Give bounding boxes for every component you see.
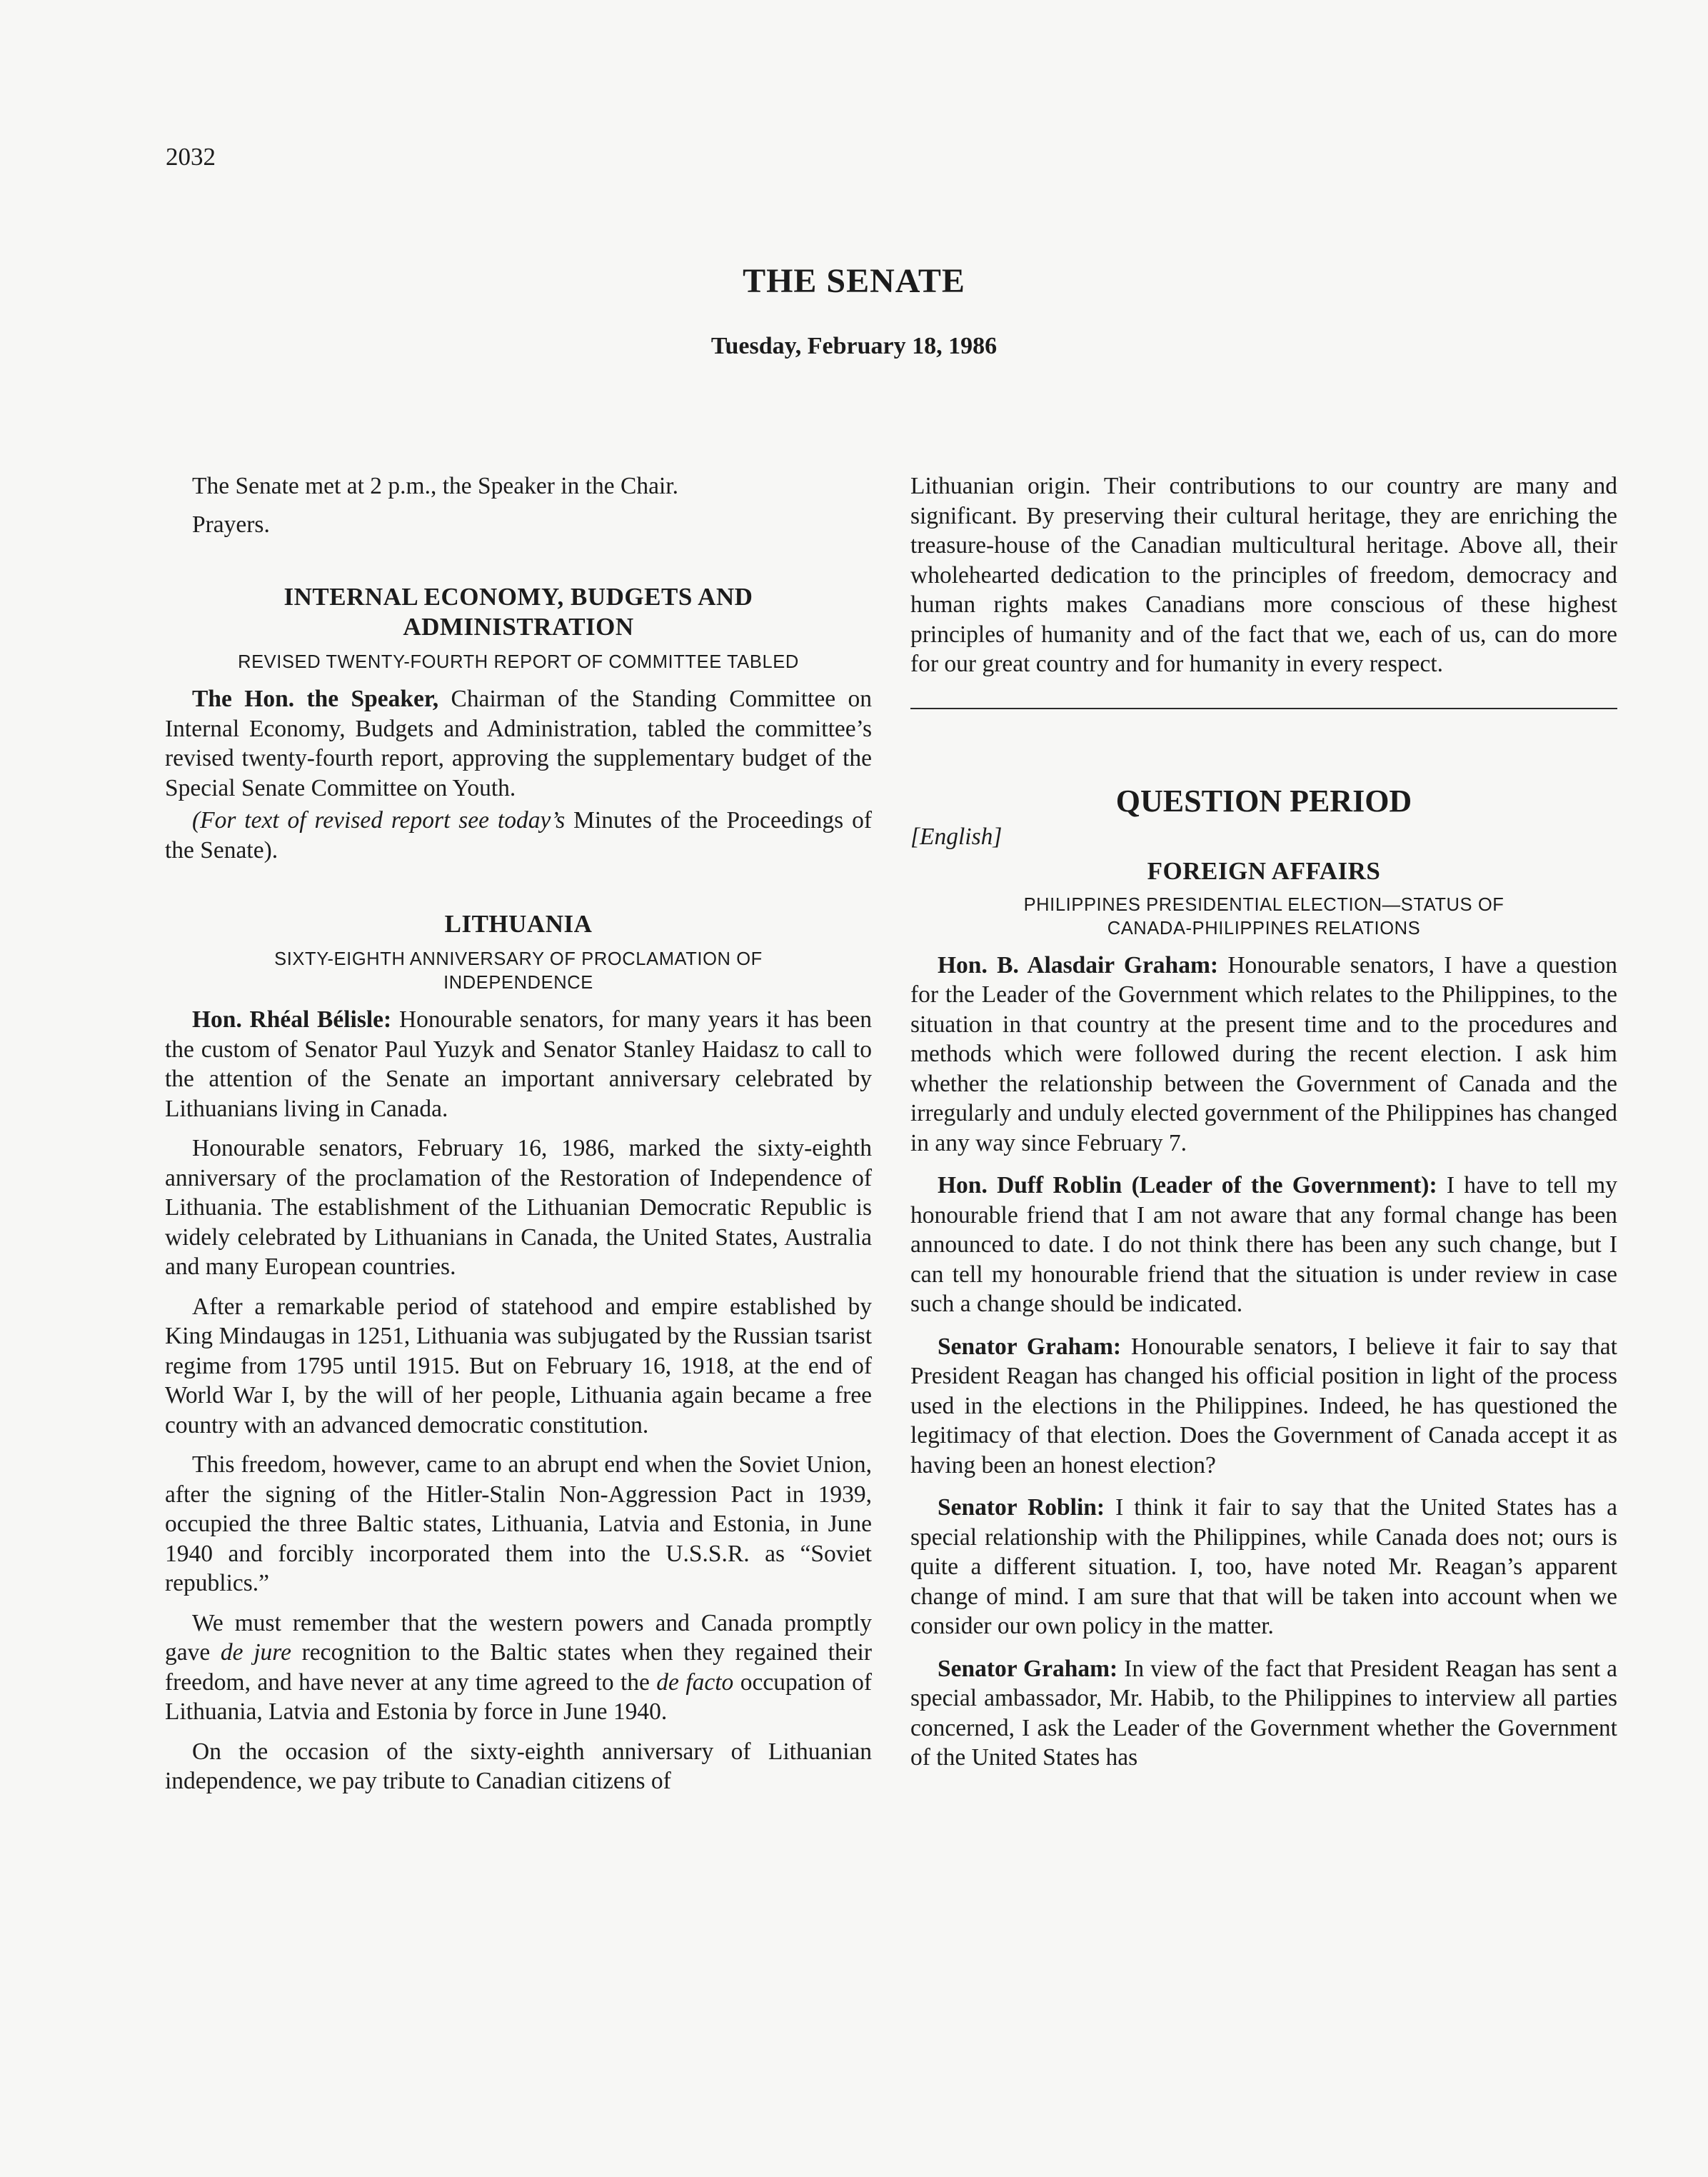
speaker-name: Hon. B. Alasdair Graham:: [938, 951, 1219, 979]
paragraph-text: I think it fair to say that the United States has a special relationship with the Philippines, while Canada does not; ours is quite a different situation. I, too, have noted Mr. Reagan’s apparent change of mind. I am sure that that will be taken into account when we consider our own policy in the matter.: [910, 1494, 1617, 1639]
paragraph: [910, 1493, 1617, 1641]
italic-text: de facto: [656, 1668, 734, 1696]
paragraph: On the occasion of the sixty-eighth anniversary of Lithuanian independence, we pay tribute to Canadian citizens of: [165, 1738, 872, 1794]
page-number: 2032: [166, 143, 216, 171]
paragraph: [910, 1654, 1617, 1773]
paragraph: [910, 1332, 1617, 1481]
page-title: THE SENATE: [743, 262, 965, 300]
paragraph: Honourable senators, February 16, 1986, marked the sixty-eighth anniversary of the proclamation of the Restoration of Independence of Lithuania. The establishment of the Lithuanian Democratic Republic is widely celebrated by Lithuanians in Canada, the United States, Australia and many European countries.: [165, 1135, 872, 1280]
section-foreign-affairs: [910, 856, 1617, 1773]
left-column: [165, 471, 872, 1796]
section-subheading: PHILIPPINES PRESIDENTIAL ELECTION—STATUS OF: [1023, 894, 1504, 915]
prayers-line: Prayers.: [192, 511, 270, 538]
section-subheading: REVISED TWENTY-FOURTH REPORT OF COMMITTEE TABLED: [238, 652, 799, 672]
paragraph: [910, 951, 1617, 1158]
paragraph-text: Chairman of the Standing Committee on Internal Economy, Budgets and Administration, tabled the committee’s revised twenty-fourth report, approving the supplementary budget of the Special Senate Committee on Youth.: [165, 686, 872, 801]
speaker-name: Senator Graham:: [938, 1655, 1118, 1682]
speaker-name: Senator Roblin:: [938, 1494, 1105, 1521]
right-column: [910, 471, 1617, 1773]
section-heading: INTERNAL ECONOMY, BUDGETS AND: [283, 583, 753, 611]
paragraph-text: In view of the fact that President Reagan has sent a special ambassador, Mr. Habib, to the Philippines to interview all parties concerned, I ask the Leader of the Government whether the Government of the United States has: [910, 1655, 1618, 1771]
section-heading: LITHUANIA: [444, 910, 593, 938]
section-lithuania: [165, 909, 872, 1796]
section-subheading: CANADA-PHILIPPINES RELATIONS: [1107, 918, 1421, 939]
sitting-date: Tuesday, February 18, 1986: [710, 333, 998, 359]
paragraph: [165, 806, 872, 865]
paragraph: [165, 1608, 872, 1727]
section-divider: [910, 708, 1617, 709]
section-heading: ADMINISTRATION: [403, 613, 634, 641]
paragraph: This freedom, however, came to an abrupt end when the Soviet Union, after the signing of the Hitler-Stalin Non-Aggression Pact in 1939, occupied the three Baltic states, Lithuania, Latvia and Estonia, in June 1940 and forcibly incorporated them into the U.S.S.R. as “Soviet republics.”: [165, 1451, 872, 1596]
paragraph-text: We must remember that the western powers and Canada promptly gave: [165, 1609, 872, 1666]
section-heading: FOREIGN AFFAIRS: [1147, 856, 1381, 885]
paragraph-text: Minutes of the Proceedings of the Senate: [165, 807, 872, 864]
speaker-name: The Hon. the Speaker,: [192, 686, 439, 712]
paragraph-text: Honourable senators, I have a question for the Leader of the Government which relates to the Philippines, to the situation in that country at the present time and to the procedures and methods which were followed during the recent election. I ask him whether the relationship between the Government of Canada and the irregularly and unduly elected government of the Philippines has changed in any way since February 7.: [910, 951, 1618, 1156]
paragraph: [165, 1005, 872, 1123]
speaker-name: Senator Graham:: [938, 1333, 1122, 1360]
section-subheading: INDEPENDENCE: [443, 973, 593, 993]
paragraph-text: occupation of Lithuania, Latvia and Estonia by force in June 1940.: [165, 1668, 872, 1725]
question-period-heading: QUESTION PERIOD: [1115, 783, 1412, 819]
paragraph-text: I have to tell my honourable friend that I am not aware that any formal change has been announced to date. I do not think there has been any such change, but I can tell my honourable friend that the situation is under review in case such a change should be indicated.: [910, 1172, 1617, 1317]
section-internal-economy: [165, 582, 872, 865]
paragraph-text: Honourable senators, I believe it fair to say that President Reagan has changed his official position in light of the process used in the elections in the Philippines. Indeed, he has questioned the legitimacy of that election. Does the Government of Canada accept it as having been an honest election?: [910, 1333, 1617, 1478]
section-subheading: SIXTY-EIGHTH ANNIVERSARY OF PROCLAMATION OF: [274, 949, 763, 969]
paragraph: After a remarkable period of statehood and empire established by King Mindaugas in 1251, Lithuania was subjugated by the Russian tsarist regime from 1795 until 1915. But on February 16, 1918, at the end of World War I, by the will of her people, Lithuania again became a free country with an advanced democratic constitution.: [165, 1293, 872, 1438]
opening-line: The Senate met at 2 p.m., the Speaker in the Chair.: [192, 473, 678, 499]
paragraph-text: ).: [263, 836, 278, 864]
language-tag: [English]: [910, 823, 1003, 850]
paragraph: [910, 1171, 1617, 1319]
italic-text: de jure: [220, 1639, 291, 1666]
paragraph-text: Honourable senators, for many years it has been the custom of Senator Paul Yuzyk and Senator Stanley Haidasz to call to the attention of the Senate an important anniversary celebrated by Lithuanians living in Canada.: [165, 1006, 872, 1122]
speaker-name: Hon. Duff Roblin (Leader of the Government):: [938, 1172, 1437, 1198]
paragraph: Lithuanian origin. Their contributions to our country are many and significant. By preserving their cultural heritage, they are enriching the treasure-house of the Canadian multicultural heritage. Above all, their wholehearted dedication to the principles of freedom, democracy and human rights makes Canadians more conscious of these highest principles of humanity and of the fact that we, each of us, can do more for our great country and for humanity in every respect.: [910, 473, 1617, 677]
italic-text: (For text of revised report see today’s: [192, 807, 566, 834]
paragraph: [165, 684, 872, 803]
paragraph-text: recognition to the Baltic states when they regained their freedom, and have never at any time agreed to the: [165, 1639, 872, 1696]
speaker-name: Hon. Rhéal Bélisle:: [192, 1006, 392, 1033]
